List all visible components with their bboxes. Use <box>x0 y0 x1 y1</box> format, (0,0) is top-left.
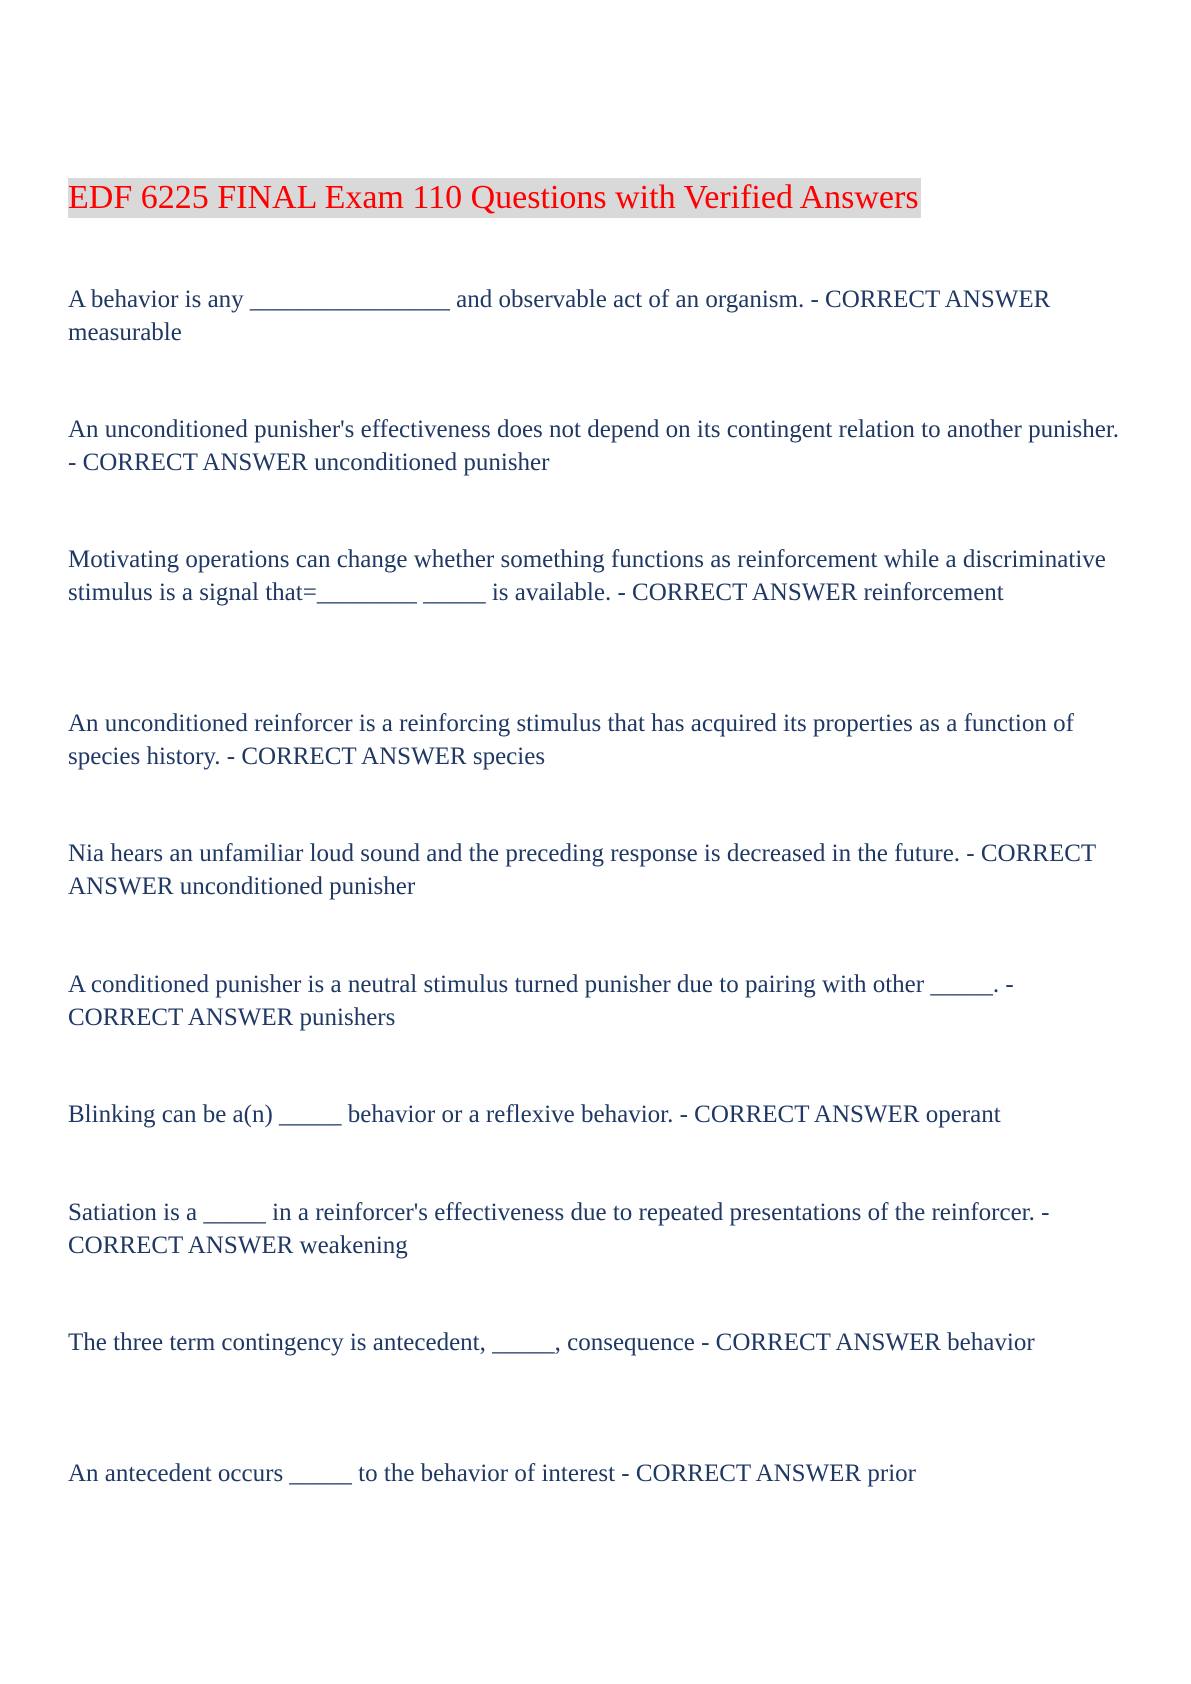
question-answer-item-9: The three term contingency is antecedent, _____, consequence - CORRECT ANSWER behavior <box>68 1329 1035 1356</box>
question-answer-item-6: A conditioned punisher is a neutral stimulus turned punisher due to pairing with other _____. - CORRECT ANSWER punishers <box>68 971 1014 1031</box>
question-answer-item-7: Blinking can be a(n) _____ behavior or a reflexive behavior. - CORRECT ANSWER operant <box>68 1101 1001 1128</box>
question-answer-item-2: An unconditioned punisher's effectiveness does not depend on its contingent relation to another punisher. - CORRECT ANSWER unconditioned punisher <box>68 416 1120 476</box>
document-title: EDF 6225 FINAL Exam 110 Questions with Verified Answers <box>68 179 919 216</box>
question-answer-item-1: A behavior is any ________________ and observable act of an organism. - CORRECT ANSWER measurable <box>68 286 1051 346</box>
question-answer-item-10: An antecedent occurs _____ to the behavior of interest - CORRECT ANSWER prior <box>68 1460 916 1487</box>
question-answer-item-3: Motivating operations can change whether something functions as reinforcement while a discriminative stimulus is a signal that=________ _____ is available. - CORRECT ANSWER reinforcement <box>68 546 1106 606</box>
question-answer-item-8: Satiation is a _____ in a reinforcer's effectiveness due to repeated presentations of the reinforcer. - CORRECT ANSWER weakening <box>68 1199 1050 1259</box>
question-answer-item-5: Nia hears an unfamiliar loud sound and the preceding response is decreased in the future. - CORRECT ANSWER unconditioned punisher <box>68 840 1096 900</box>
question-answer-item-4: An unconditioned reinforcer is a reinforcing stimulus that has acquired its properties as a function of species history. - CORRECT ANSWER species <box>68 710 1074 770</box>
